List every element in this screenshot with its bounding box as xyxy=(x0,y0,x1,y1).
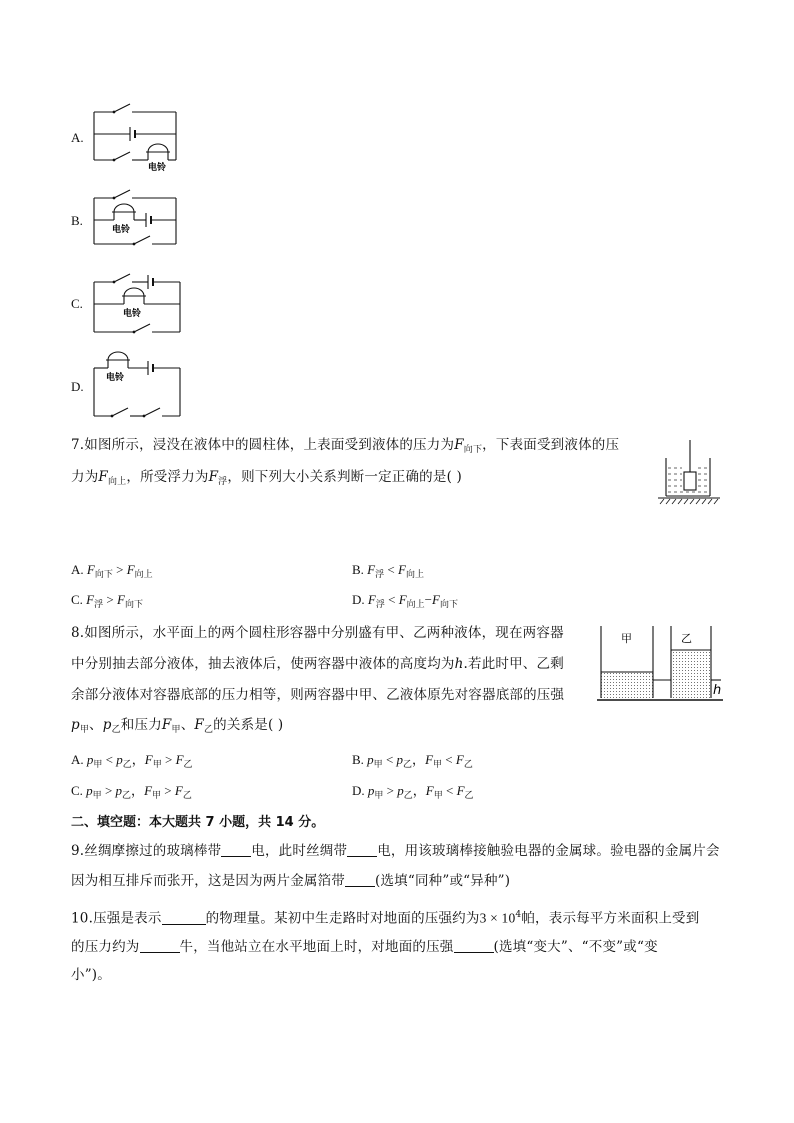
q7-option-b[interactable]: B. $F_浮 < F_{向上}$ xyxy=(352,562,424,580)
switch-contact xyxy=(113,197,116,200)
q7-option-c[interactable]: C. $F_浮 > F_{向下}$ xyxy=(71,592,143,610)
circuit-option-a-label: A. xyxy=(71,130,84,145)
q8-option-b[interactable]: B. $p_甲 < p_乙$，$F_甲 < F_乙$ xyxy=(352,752,473,770)
q7-option-a[interactable]: A. $F_{向下} > F_{向上}$ xyxy=(71,562,153,580)
q10-number: 10. xyxy=(71,910,94,927)
label-jia: 甲 xyxy=(621,632,632,645)
switch-contact xyxy=(111,415,114,418)
q8-number: 8. xyxy=(71,625,85,641)
bell-label: 电铃 xyxy=(112,225,131,235)
label-h: h xyxy=(713,683,722,698)
switch-contact xyxy=(143,415,146,418)
bell-label: 电铃 xyxy=(123,309,142,319)
circuit-option-c-label: C. xyxy=(71,296,83,311)
blank[interactable] xyxy=(162,910,206,925)
circuit-diagram-d xyxy=(90,348,186,422)
label-yi: 乙 xyxy=(681,632,692,645)
q7-option-d[interactable]: D. $F_浮 < F_{向上}-F_{向下}$ xyxy=(352,592,458,610)
circuit-option-b-label: B. xyxy=(71,213,83,228)
blank[interactable] xyxy=(347,842,377,857)
blank[interactable] xyxy=(221,842,251,857)
q10-line-2: 的压力约为 牛，当他站立在水平地面上时，对地面的压强 (选填“变大”、“不变”或“变 xyxy=(71,939,658,955)
q9-line-2: 因为相互排斥而张开，这是因为两片金属箔带 (选填“同种”或“异种”) xyxy=(71,873,511,889)
q7-beaker-figure xyxy=(656,438,722,508)
q8-option-c[interactable]: C. $p_甲 > p_乙$，$F_甲 > F_乙$ xyxy=(71,783,192,801)
q10-line-1: 10.压强是表示 的物理量。某初中生走路时对地面的压强约为$3 \times 10^4$帕，表示每平方米面积上受到 xyxy=(71,910,700,927)
q8-option-d[interactable]: D. $p_甲 > p_乙$，$F_甲 < F_乙$ xyxy=(352,783,474,801)
circuit-diagram-b xyxy=(90,186,182,252)
q10-line-3: 小”)。 xyxy=(71,967,111,983)
q8-line-1: 8.如图所示，水平面上的两个圆柱形容器中分别盛有甲、乙两种液体，现在两容器 xyxy=(71,625,564,641)
q8-line-4: $p_甲$、$p_乙$和压力$F_甲$、$F_乙$的关系是( ) xyxy=(71,717,284,735)
switch-contact xyxy=(113,111,116,114)
circuit-option-d-label: D. xyxy=(71,379,84,394)
q8-line-3: 余部分液体对容器底部的压力相等，则两容器中甲、乙液体原先对容器底部的压强 xyxy=(71,687,565,703)
q8-option-a[interactable]: A. $p_甲 < p_乙$，$F_甲 > F_乙$ xyxy=(71,752,193,770)
switch-contact xyxy=(113,159,116,162)
q9-line-1: 9.丝绸摩擦过的玻璃棒带 电，此时丝绸带 电，用该玻璃棒接触验电器的金属球。验电器的金属片会 xyxy=(71,843,720,859)
circuit-diagram-a xyxy=(90,100,182,172)
blank[interactable] xyxy=(454,938,494,953)
section-title: 二、填空题：本大题共 7 小题，共 14 分。 xyxy=(71,815,325,830)
blank[interactable] xyxy=(345,872,375,887)
q9-number: 9. xyxy=(71,843,85,859)
switch-contact xyxy=(133,331,136,334)
blank[interactable] xyxy=(140,938,180,953)
switch-contact xyxy=(133,243,136,246)
bell-label: 电铃 xyxy=(106,373,125,383)
circuit-diagram-c xyxy=(90,268,186,338)
q8-containers-figure xyxy=(597,624,725,706)
q7-line-1: 7.如图所示，浸没在液体中的圆柱体，上表面受到液体的压力为$F_{向下}$，下表面受到液体的压 xyxy=(71,437,620,455)
bell-label: 电铃 xyxy=(148,163,167,172)
q8-line-2: 中分别抽去部分液体，抽去液体后，使两容器中液体的高度均为h.若此时甲、乙剩 xyxy=(71,656,564,672)
q7-number: 7. xyxy=(71,437,85,453)
switch-contact xyxy=(113,281,116,284)
q7-line-2: 力为$F_{向上}$，所受浮力为$F_浮$，则下列大小关系判断一定正确的是( ) xyxy=(71,469,462,487)
